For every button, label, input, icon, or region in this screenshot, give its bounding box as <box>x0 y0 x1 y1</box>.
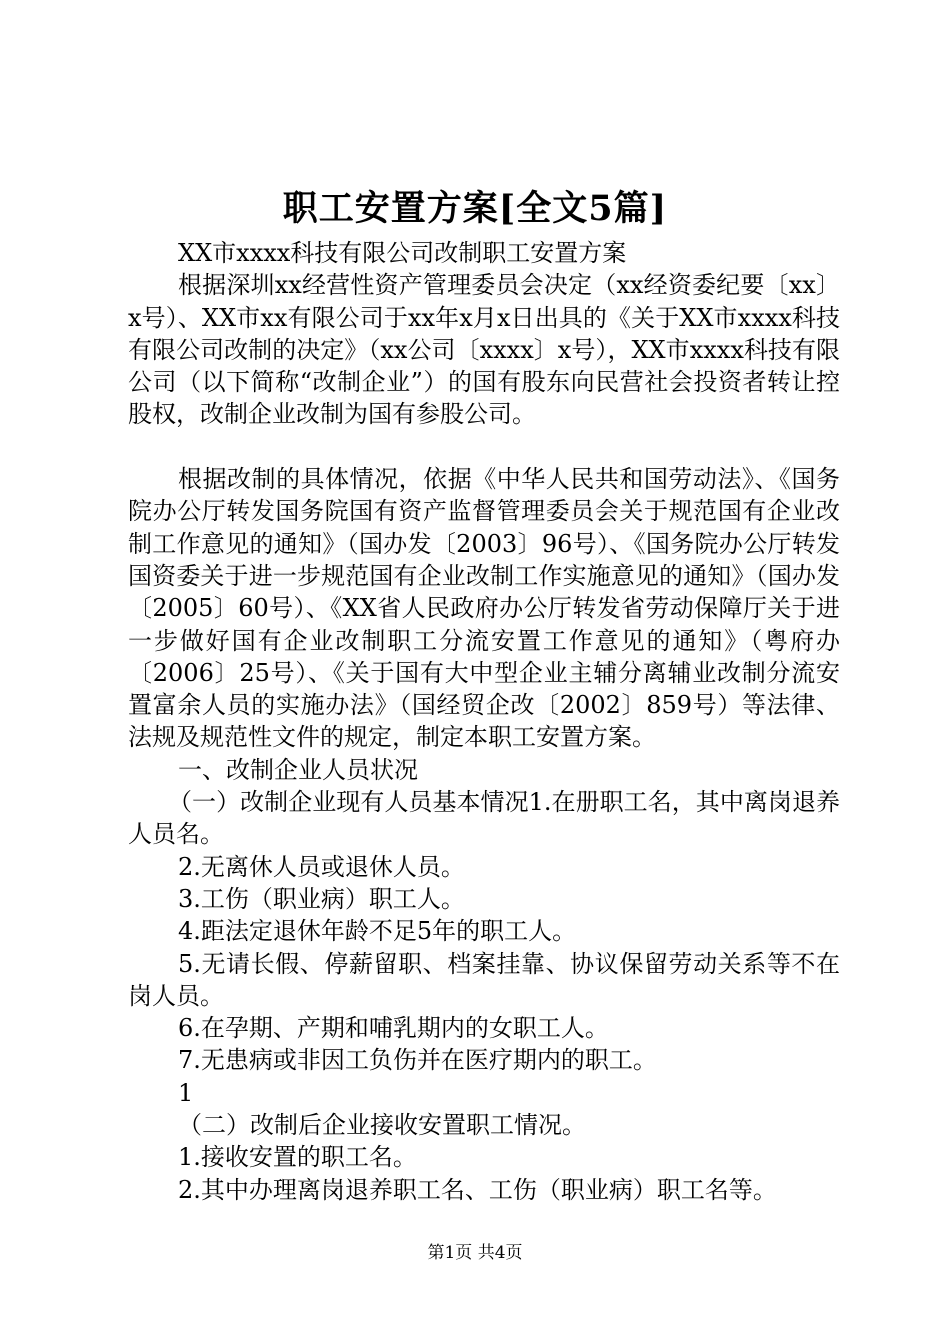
list-item: 3.工伤（职业病）职工人。 <box>178 884 465 913</box>
document-body <box>128 237 840 1206</box>
document-title: 职工安置方案[全文5篇] <box>282 188 668 229</box>
list-item: 1.接收安置的职工名。 <box>178 1143 417 1172</box>
legal-basis-paragraph: 根据改制的具体情况，依据《中华人民共和国劳动法》、《国务院办公厅转发国务院国有资产监督管理委员会关于规范国有企业改制工作意见的通知》（国办发〔2003〕96号）、《国务院办公厅转发国资委关于进一步规范国有企业改制工作实施意见的通知》（国办发〔2005〕60号）、《XX省人民政府办公厅转发省劳动保障厅关于进一步做好国有企业改制职工分流安置工作意见的通知》（粤府办〔2006〕25号）、《关于国有大中型企业主辅分离辅业改制分流安置富余人员的实施办法》（国经贸企改〔2002〕859号）等法律、法规及规范性文件的规定，制定本职工安置方案。 <box>128 465 840 752</box>
list-item: 5.无请长假、停薪留职、档案挂靠、协议保留劳动关系等不在岗人员。 <box>128 949 840 1010</box>
subsection-paragraph: （一）改制企业现有人员基本情况1.在册职工名，其中离岗退养人员名。 <box>128 788 840 849</box>
page-footer: 第1页 共4页 <box>427 1243 523 1263</box>
list-item: 2.无离休人员或退休人员。 <box>178 852 465 881</box>
list-item: 6.在孕期、产期和哺乳期内的女职工人。 <box>178 1014 609 1043</box>
subtitle-paragraph: XX市xxxx科技有限公司改制职工安置方案 <box>178 239 627 267</box>
list-item: 4.距法定退休年龄不足5年的职工人。 <box>178 917 577 946</box>
inline-page-number: 1 <box>178 1078 194 1107</box>
basis-paragraph: 根据深圳xx经营性资产管理委员会决定（xx经资委纪要〔xx〕x号）、XX市xx有限公司于xx年x月x日出具的《关于XX市xxxx科技有限公司改制的决定》（xx公司〔xxxx〕x号），XX市xxxx科技有限公司（以下简称“改制企业”）的国有股东向民营社会投资者转让控股权，改制企业改制为国有参股公司。 <box>128 271 840 429</box>
list-item: 2.其中办理离岗退养职工名、工伤（职业病）职工名等。 <box>178 1175 777 1204</box>
paragraph-spacer <box>128 431 840 463</box>
subsection-heading: （二）改制后企业接收安置职工情况。 <box>178 1111 586 1140</box>
section-heading: 一、改制企业人员状况 <box>178 755 418 784</box>
list-item: 7.无患病或非因工负伤并在医疗期内的职工。 <box>178 1046 657 1075</box>
